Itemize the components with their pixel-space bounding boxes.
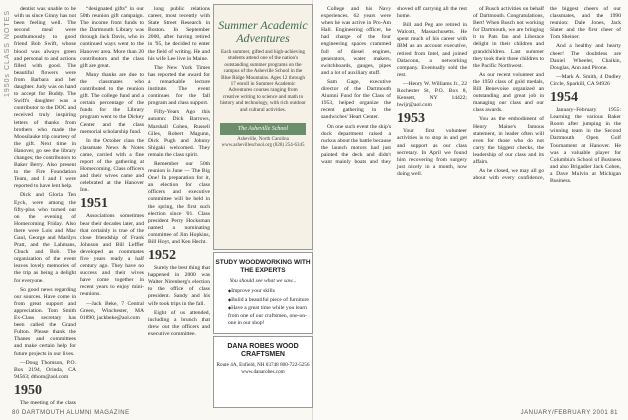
author-signoff: —Jack Beke, 7 Central Green, Winchester, MA 01890; jackbeke@aol.com bbox=[80, 300, 144, 321]
paragraph: So good news regarding our sources. Have come in from great support and appreciation. Tom Smith Ex-Class secretary has been called the Grand Fulton. Please thank the Thanes and committees and make certain help for future projects in our lives. bbox=[14, 286, 76, 357]
class-year-heading: 1953 bbox=[397, 111, 425, 127]
paragraph: January–February 1955: Learning the various Baker Room after jumping in the winning team in the Second Dartmouth Open Golf Tournament at Hanover. He was a valuable player for Columbia's School of Business and also Brigadier Jack Cohen, a Dave Mulvin at Michigan Business. bbox=[550, 107, 621, 184]
author-signoff: —Doug Thomson, P.O. Box 2194, Orinda, CA 94563; dthom@aol.com bbox=[14, 359, 76, 380]
ad-title: STUDY WOODWORKING WITH THE EXPERTS bbox=[215, 259, 311, 274]
page-footer: JANUARY/FEBRUARY 2001 81 bbox=[520, 410, 618, 416]
paragraph: On one such event the ship's dock department raised a ruckus about the battle because the launch motors had just painted the deck and didn't want mainly boats and they shoved off carrying all the rest home. bbox=[321, 6, 467, 165]
list-item: ◆ Build a beautiful piece of furniture bbox=[228, 296, 312, 305]
paragraph: Fifty-Years Ago this autumn: Dick Barrows, Marshall Cohen, Russell Giles, Robert Magunn, Dick Pugh and Johnny Shigaki welcomed. They remain the class spirit. bbox=[148, 109, 210, 158]
page-footer: 80 DARTMOUTH ALUMNI MAGAZINE bbox=[12, 410, 130, 416]
paragraph: Many thanks are due to the classmates who contributed to the reunion gift. The college fund and a certain percentage of the funds for the Library program went to the Dickey Center and the class memorial scholarship fund. bbox=[80, 71, 144, 135]
paragraph: long public relations career, most recently with State Street Research in Boston. In September 2000, after having retired in '95, he decided to enter the field of writing. He and his wife Lee live in Maine. bbox=[148, 6, 210, 62]
left-column-1 bbox=[14, 6, 76, 406]
paragraph: Sam Gage, executive director of the Dartmouth Alumni Fund for the Class of 1953, helped organize the recent gathering in the sandwiches' Heart Center. bbox=[321, 78, 391, 121]
paragraph: Remember our 50th reunion is June — The Big One! In preparation for it, an election for class officers and executive committee will be held in the spring, the first such election since '01. Class president Perry Hocksman named a nominating committee of Jim Hopkins, Bill Hoyt, and Ken Hecht. bbox=[148, 160, 210, 245]
paragraph: As our recent volunteer and the 1950 class of gold medals, Bill Benevoise organized an outstanding and great job in managing our class and our class awards. bbox=[473, 71, 544, 114]
section-tab: 1950s CLASS NOTES bbox=[4, 9, 12, 98]
paragraph: Associations sometimes bear their decades later, and that certainly is true of the close friendship of Frank Johnson and Bill Leffler developed as roommates five years ready a half century ago. They have no success and their wives have come together in recent years to enjoy mini-reunions. bbox=[80, 213, 144, 298]
ad-contact: Route 4A, Enfield, NH 03748 800-722-5256 www.danarobes.com bbox=[216, 362, 310, 375]
left-column-3 bbox=[148, 6, 210, 406]
paragraph: You as the embodiment of Henry Maine's famous statement, in leader often will even for those who do not carry the biggest checks, the leadership of our class and its affairs. bbox=[473, 116, 544, 165]
class-year-heading: 1950 bbox=[14, 382, 42, 398]
paragraph: “designated gifts” in our 50th reunion gift campaign. The income from funds to the Dartmouth Library was through Jack Davis, who in continued ways went to the Hanover area. More than 20 contributors and the class gift are great. bbox=[80, 6, 144, 69]
paragraph: The meeting of the class bbox=[20, 399, 76, 406]
class-year-heading: 1951 bbox=[80, 196, 108, 212]
ad-subtitle: You should see what we saw... bbox=[229, 278, 297, 284]
class-year-heading: 1954 bbox=[550, 90, 578, 106]
summer-academic-adventures-ad[interactable] bbox=[213, 4, 313, 250]
paragraph: Your first volunteer activities is to stop in and get and support as our class secretary. In April we found him recovering from surgery just nicely in a month, now doing well. bbox=[397, 128, 467, 177]
paragraph: Dick and Gloria Ten Eyck, were among the fifty-plus who turned out on the evening of Homecoming Friday. Also there were Lois and Mac Gaul, George and Marilyn Pratt, and the Lahmans, Chuck and Bob. The organization of the event leaves lovely memories of the trip as being a delight for everyone. bbox=[14, 192, 76, 284]
ad-school-banner: The Asheville School bbox=[220, 123, 306, 135]
ad-contact: Asheville, North Carolina www.ashevilleschool.org (828) 254-6345 bbox=[221, 137, 305, 149]
paragraph: College and his Navy experiences. 62 years were when he was active in Pro-Am Hall. Engineering officer, he had charge of the four engineering spaces crammed full of diesel engines, generators, water makers, switchboards, gauges, pipes and a lot of auxiliary stuff. bbox=[321, 6, 391, 76]
list-item: ◆ Have a great time while you learn from one of our craftsmen, one-on-one in our shop! bbox=[228, 304, 312, 328]
paragraph: In the October class the classmate News & Notes came, carried with a fine report of the gathering at Homecoming. Class officers and their wives came and celebrated at the Hanover Inn. bbox=[80, 137, 144, 194]
paragraph: of Busch activities on behalf of Dartmouth. Congratulations, Bert! When Busch not working for Dartmouth, we are bringing it to Pats fan and Liberace delight in their children and grandchildren. Last summer they took their three children to the Pacific Northwest. bbox=[473, 6, 544, 69]
class-year-heading: 1952 bbox=[148, 248, 176, 264]
paragraph: As he closed, we may all go about with every confidence, the biggest cheers of our classmates, and the 1990 reunion: Dale Jones, Jack Slater and the first cheer of Tom Sheiner. bbox=[473, 6, 621, 182]
left-page bbox=[0, 0, 313, 420]
paragraph: Surely the best thing that happened in 2000 was Walter Nirenberg's election to the office of class president. Sandy and his wife took trips in the fall. bbox=[148, 265, 210, 307]
ad-bullet-list bbox=[214, 287, 312, 328]
author-signoff: —Henry W. Williams Jr., 22 Rochester St, P.O. Box 8, Kensett, NY 14422; hwijr@aol.com bbox=[397, 80, 467, 109]
paragraph: Bill and Peg are retired in Walcott, Massachusetts. He spent much of his career with IBM as an account executive, retired from Intel, and joined Dataconn, a networking company. Eventually sold the rest. bbox=[397, 22, 467, 78]
ad-title: Summer Academic Adventures bbox=[218, 18, 308, 45]
left-column-2 bbox=[80, 6, 144, 406]
right-page bbox=[313, 0, 628, 420]
ad-body: Each summer, gifted and high-achieving students attend one of the nation's outstanding summer programs on the campus of the Asheville School in the Blue Ridge Mountains. Ages 12 through 17 enroll in Summer Academic Adventures courses ranging from creative writing to science and math to history and technology, with rich outdoor and cultural activities. bbox=[220, 49, 306, 113]
author-signoff: —Mark A. Smith, 4 Dudley Circle, Sparkill, CA 94926 bbox=[550, 73, 621, 87]
paragraph: Eight of us attended, including a brunch that drew out the officers and executive committee. bbox=[148, 309, 210, 337]
ad-title: DANA ROBES WOOD CRAFTSMEN bbox=[227, 343, 299, 358]
right-column-1 bbox=[321, 6, 467, 404]
right-column-2 bbox=[473, 6, 621, 404]
paragraph: The New York Times has reported the award for a remarkable lecture institute. The event continues for the fall program and class support. bbox=[148, 64, 210, 107]
paragraph: And a healthy and hearty cheer! The doubtless are Daniel Wheeler, Chaikin, Douglas, Ann and Pirone. bbox=[550, 43, 621, 71]
list-item: ◆ Improve your skills bbox=[228, 287, 312, 296]
study-woodworking-ad[interactable] bbox=[213, 252, 313, 334]
dana-robes-ad[interactable] bbox=[213, 336, 313, 408]
paragraph: dentist was unable to be with us since Ginny has not been feeling well. The second meal were posthumously to good friend Bob Swift, whose blood was always green and personal to and actions filled with good. The beautiful flowers were from Barbara and her daughter. Judy was on hand to accept for Buddy. The Swift's daughter was a contributor to the DOC and received truly inspiring letters of thanks from brothers who made the Moosilauke trip courtesy of the gift. Next time in Hanover, go see the library changes; the contributors to Baker Berry. Also present to the Fire Foundation Team, and I and I were reported to have lent help. bbox=[14, 6, 76, 190]
